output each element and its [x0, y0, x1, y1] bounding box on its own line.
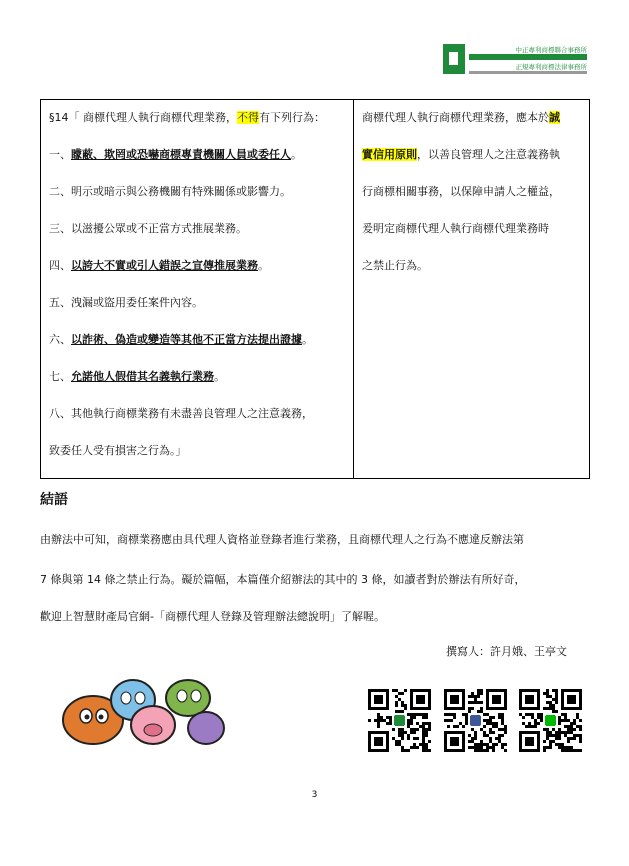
text-segment: 允諾他人假借其名義執行業務: [71, 370, 214, 383]
text-segment: 致委任人受有損害之行為。」: [49, 444, 187, 457]
article-line: [41, 395, 353, 432]
text-segment: 三、以滋擾公眾或不正當方式推展業務。: [49, 222, 247, 235]
conclusion-line: 歡迎上智慧財產局官網-「商標代理人登錄及管理辦法總說明」了解喔。: [40, 610, 385, 623]
firm-name-line2: 正規專利商標法律事務所: [515, 63, 587, 71]
text-segment: 。: [291, 148, 302, 161]
text-segment: §14「 商標代理人執行商標代理業務，: [49, 111, 237, 124]
article-line: [41, 173, 353, 210]
logo-bar: [469, 54, 587, 60]
author-credit: 撰寫人：許月娥、王亭文: [446, 645, 567, 658]
article-line: [41, 100, 353, 136]
article-line: [41, 247, 353, 284]
article-line: [41, 284, 353, 321]
logo-icon: [368, 689, 431, 752]
article-line: [41, 136, 353, 173]
law-comparison-table: [40, 99, 590, 479]
text-segment: 以誇大不實或引人錯誤之宣傳推展業務: [71, 259, 258, 272]
article-line: [41, 358, 353, 395]
firm-logo-mark: [443, 44, 465, 74]
text-segment: 一、: [49, 148, 71, 161]
text-segment: 。: [302, 333, 313, 346]
logo-underline: [469, 71, 587, 74]
article-text-cell: [41, 100, 354, 479]
text-segment: 八、其他執行商標業務有未盡善良管理人之注意義務，: [49, 407, 313, 420]
conclusion-line: 7 條與第 14 條之禁止行為。礙於篇幅，本篇僅介紹辦法的其中的 3 條，如讀者對於辦法有所好奇，: [40, 573, 526, 586]
text-segment: 二、明示或暗示與公務機關有特殊關係或影響力。: [49, 185, 291, 198]
qr-code-line[interactable]: [519, 689, 582, 752]
text-segment: 商標代理人執行商標代理業務，應本於: [362, 111, 549, 124]
explanation-cell: [354, 100, 590, 479]
explanation-line: [354, 100, 589, 136]
mascot-illustration: [58, 670, 228, 750]
article-line: [41, 321, 353, 358]
article-line: [41, 210, 353, 247]
text-segment: 六、: [49, 333, 71, 346]
text-segment: 五、洩漏或盜用委任案件內容。: [49, 296, 203, 309]
text-segment: 行商標相關事務，以保障申請人之權益，: [362, 185, 560, 198]
text-segment: 爰明定商標代理人執行商標代理業務時: [362, 222, 549, 235]
firm-logo: [443, 44, 589, 76]
conclusion-title: 結語: [40, 492, 68, 508]
text-segment: 四、: [49, 259, 71, 272]
text-segment: 矇蔽、欺罔或恐嚇商標專責機關人員或委任人: [71, 148, 291, 161]
text-segment: ，以善良管理人之注意義務執: [417, 148, 560, 161]
facebook-icon: [444, 689, 507, 752]
text-segment: 七、: [49, 370, 71, 383]
firm-name-line1: 中正專利商標聯合事務所: [515, 46, 587, 54]
explanation-line: [354, 210, 589, 247]
explanation-line: [354, 136, 589, 173]
explanation-line: [354, 247, 589, 284]
article-line: [41, 432, 353, 469]
text-segment: 。: [214, 370, 225, 383]
line-icon: [519, 689, 582, 752]
explanation-line: [354, 173, 589, 210]
text-segment: 不得: [237, 111, 259, 124]
text-segment: 有下列行為：: [259, 111, 325, 124]
text-segment: 誠: [549, 111, 560, 124]
conclusion-line: 由辦法中可知，商標業務應由具代理人資格並登錄者進行業務，且商標代理人之行為不應違反辦法第: [40, 533, 524, 546]
text-segment: 實信用原則: [362, 148, 417, 161]
qr-code-facebook[interactable]: [444, 689, 507, 752]
qr-code-website[interactable]: [368, 689, 431, 752]
text-segment: 之禁止行為。: [362, 259, 428, 272]
text-segment: 。: [258, 259, 269, 272]
page-number: 3: [311, 790, 318, 800]
text-segment: 以詐術、偽造或變造等其他不正當方法提出證據: [71, 333, 302, 346]
